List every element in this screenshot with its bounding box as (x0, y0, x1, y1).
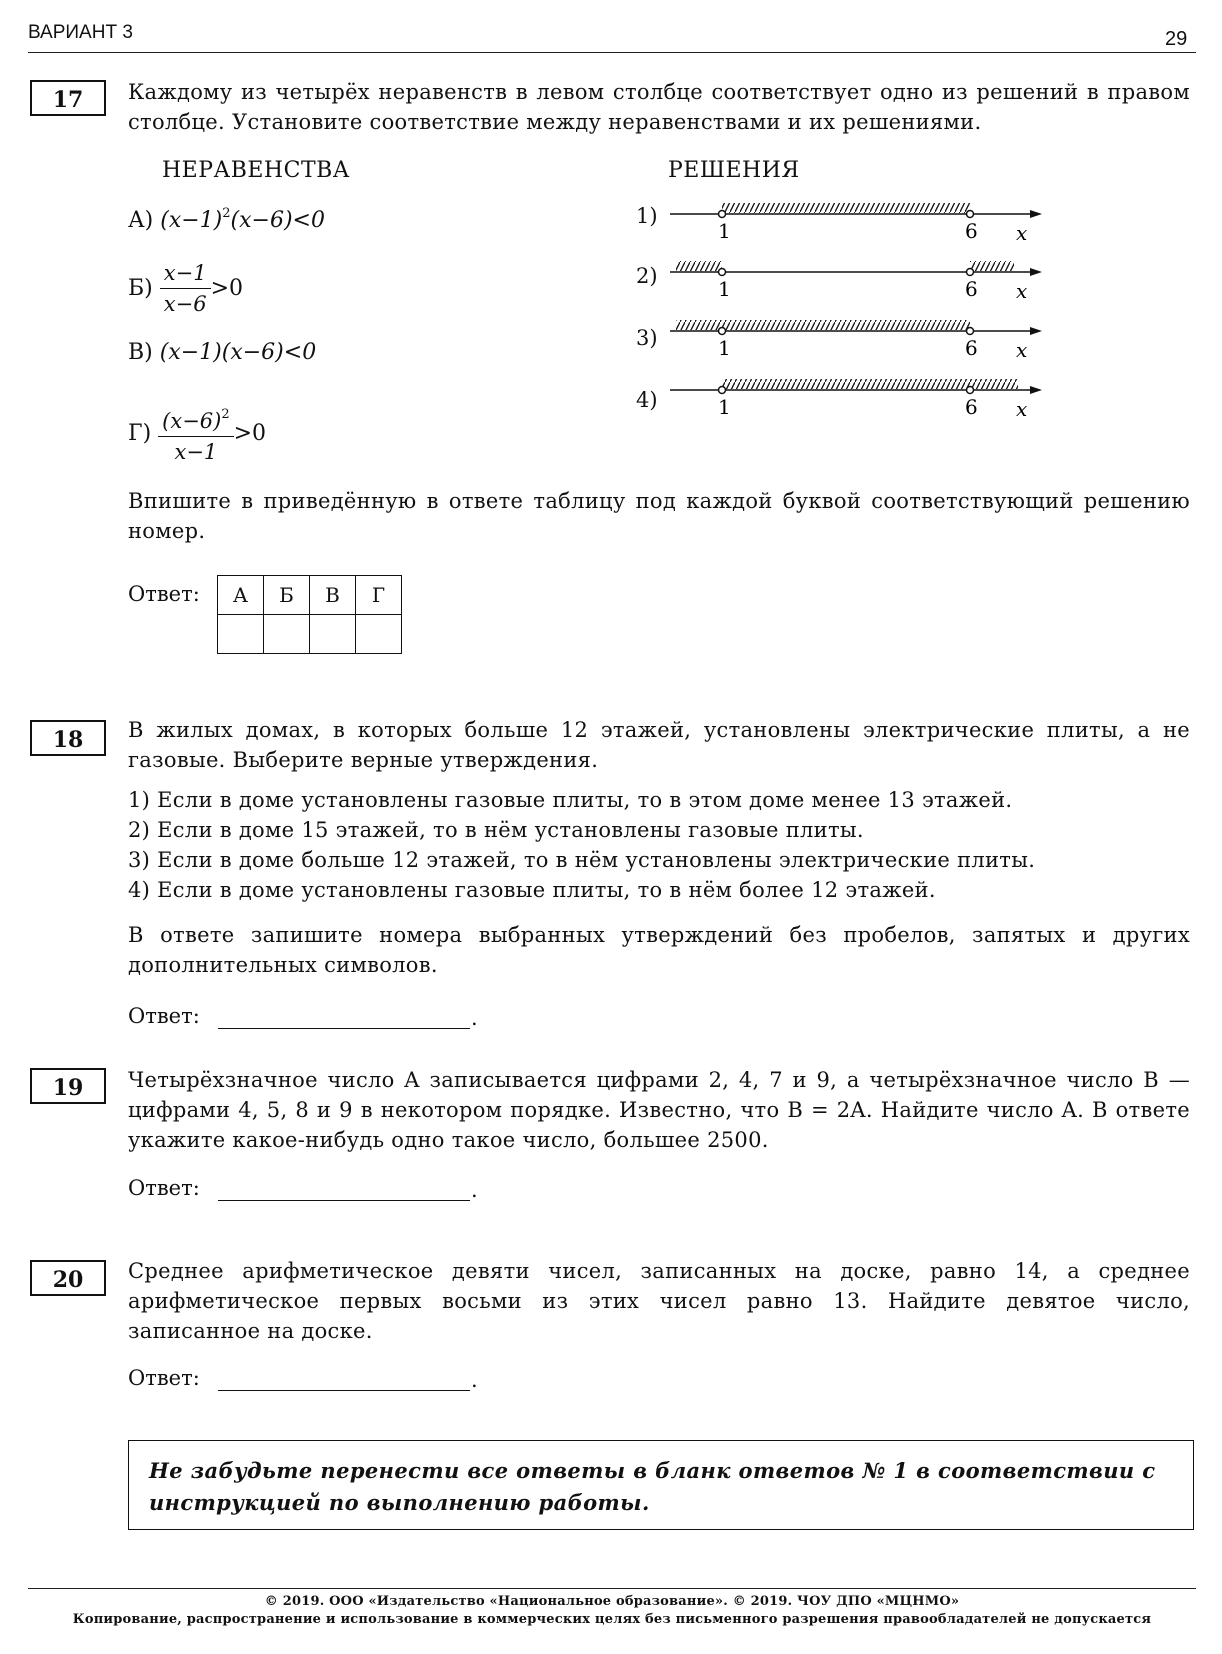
inequality-b-numerator: x−1 (160, 258, 211, 289)
solution-number-lines (670, 192, 1050, 432)
inequality-a-factor2: (x−6)<0 (230, 208, 325, 233)
task-17-answer-label: Ответ: (128, 582, 200, 606)
solution-3-open-point-1 (719, 328, 726, 335)
solution-1-hatch (722, 203, 970, 213)
solution-2-hatch-right (970, 261, 1014, 271)
inequality-g-fraction (158, 400, 233, 467)
task-18-statement-1: 1) Если в доме установлены газовые плиты, то в этом доме менее 13 этажей. (128, 788, 1013, 812)
answer-table-header-g: Г (356, 576, 402, 615)
task-17-instruction: Впишите в приведённую в ответе таблицу под каждой буквой соответствующий решению номер. (128, 489, 1190, 543)
task-18-instruction: В ответе запишите номера выбранных утверждений без пробелов, запятых и других дополнительных символов. (128, 923, 1190, 977)
inequality-a-factor1: (x−1) (160, 208, 223, 233)
answer-cell-g[interactable] (356, 615, 402, 654)
page-number: 29 (1165, 28, 1188, 50)
solution-4-tick-1: 1 (718, 395, 731, 419)
inequality-g-numerator-base: (x−6) (162, 409, 222, 433)
inequality-a-exponent: 2 (222, 206, 231, 221)
task-20-answer-label: Ответ: (128, 1366, 200, 1390)
task-19-text: Четырёхзначное число A записывается цифрами 2, 4, 7 и 9, а четырёхзначное число B — цифрами 4, 5, 8 и 9 в некотором порядке. Известно, что B = 2A. Найдите число A. В ответе укажите какое-нибудь одно такое число, большее 2500. (128, 1068, 1190, 1152)
solution-1-tick-1: 1 (718, 219, 731, 243)
task-19-number: 19 (30, 1068, 106, 1104)
task-19-answer-label: Ответ: (128, 1176, 200, 1200)
task-19-answer-field[interactable] (218, 1178, 470, 1201)
solution-2-number-line (670, 261, 1042, 303)
transfer-answers-note: Не забудьте перенести все ответы в бланк ответов № 1 в соответствии с инструкцией по выполнению работы. (128, 1440, 1194, 1530)
solution-4-open-point-1 (719, 387, 726, 394)
variant-title: ВАРИАНТ 3 (28, 22, 133, 43)
solution-1-open-point-6 (967, 211, 974, 218)
solution-2-axis-var: x (1016, 279, 1028, 303)
task-17-number: 17 (30, 80, 106, 116)
solution-1-tick-6: 6 (965, 219, 978, 243)
solution-2-hatch-left (676, 261, 722, 271)
solution-3-axis-var: x (1016, 338, 1028, 362)
solution-4-axis-var: x (1016, 397, 1028, 421)
task-20-number: 20 (30, 1260, 106, 1296)
task-18-statement-3: 3) Если в доме больше 12 этажей, то в нём установлены электрические плиты. (128, 848, 1036, 872)
solution-1-number-line (670, 203, 1042, 245)
solution-3-tick-6: 6 (965, 336, 978, 360)
task-18-statement-4: 4) Если в доме установлены газовые плиты, то в нём более 12 этажей. (128, 878, 936, 902)
inequality-g-denominator: x−1 (174, 440, 218, 464)
inequality-g (128, 400, 266, 467)
solution-3-open-point-6 (967, 328, 974, 335)
task-18-number: 18 (30, 720, 106, 756)
solution-4-hatch (722, 379, 1018, 389)
solution-4-label: 4) (636, 388, 658, 412)
solution-1-label: 1) (636, 204, 658, 228)
inequality-g-label: Г) (128, 421, 152, 446)
inequality-b-relation: >0 (210, 276, 243, 301)
answer-cell-b[interactable] (264, 615, 310, 654)
task-20-text: Среднее арифметическое девяти чисел, записанных на доске, равно 14, а среднее арифметическое первых восьми из этих чисел равно 13. Найдите девятое число, записанное на доске. (128, 1259, 1190, 1343)
solution-4-number-line (670, 379, 1042, 421)
solution-3-label: 3) (636, 326, 658, 350)
task-20-answer-field[interactable] (218, 1368, 470, 1391)
footer-divider (28, 1588, 1196, 1589)
answer-table-header-a: А (218, 576, 264, 615)
solution-2-tick-1: 1 (718, 277, 731, 301)
answer-cell-v[interactable] (310, 615, 356, 654)
footer-rights-notice: Копирование, распространение и использование в коммерческих целях без письменного разрешения правообладателей не допускается (72, 1612, 1152, 1627)
inequality-a (128, 206, 325, 233)
task-19-answer-dot: . (471, 1178, 478, 1202)
inequality-b-label: Б) (128, 276, 153, 301)
footer-copyright: © 2019. ООО «Издательство «Национальное образование». © 2019. ЧОУ ДПО «МЦНМО» (264, 1594, 960, 1609)
task-18-answer-label: Ответ: (128, 1004, 200, 1028)
inequality-g-relation: >0 (233, 421, 267, 446)
inequality-g-numerator (158, 400, 233, 437)
solution-3-tick-1: 1 (718, 336, 731, 360)
task-18-answer-dot: . (471, 1006, 478, 1030)
task-18-answer-field[interactable] (218, 1006, 470, 1029)
inequalities-heading: НЕРАВЕНСТВА (162, 158, 350, 183)
solution-1-open-point-1 (719, 211, 726, 218)
header-divider (28, 52, 1196, 53)
solutions-heading: РЕШЕНИЯ (668, 158, 800, 183)
inequality-a-label: А) (128, 208, 154, 233)
task-18-intro: В жилых домах, в которых больше 12 этажей, установлены электрические плиты, а не газовые. Выберите верные утверждения. (128, 718, 1190, 772)
answer-table-header-v: В (310, 576, 356, 615)
inequality-b (128, 258, 243, 319)
task-17-intro: Каждому из четырёх неравенств в левом столбце соответствует одно из решений в правом столбце. Установите соответствие между неравенствами и их решениями. (128, 80, 1190, 134)
answer-cell-a[interactable] (218, 615, 264, 654)
inequality-g-exponent: 2 (221, 407, 230, 422)
task-20-answer-dot: . (471, 1368, 478, 1392)
solution-2-tick-6: 6 (965, 277, 978, 301)
answer-table-header-b: Б (264, 576, 310, 615)
solution-4-open-point-6 (967, 387, 974, 394)
solution-2-open-point-6 (967, 269, 974, 276)
inequality-v-label: В) (128, 340, 153, 365)
solution-2-open-point-1 (719, 269, 726, 276)
solution-2-label: 2) (636, 264, 658, 288)
inequality-v (128, 340, 316, 365)
inequality-b-denominator: x−6 (163, 292, 207, 316)
solution-3-number-line (670, 320, 1042, 362)
task-17-answer-table (217, 575, 402, 654)
task-18-statement-2: 2) Если в доме 15 этажей, то в нём установлены газовые плиты. (128, 818, 864, 842)
inequality-v-expression: (x−1)(x−6)<0 (159, 340, 317, 365)
solution-1-axis-var: x (1016, 221, 1028, 245)
solution-4-tick-6: 6 (965, 395, 978, 419)
inequality-b-fraction (160, 258, 211, 319)
